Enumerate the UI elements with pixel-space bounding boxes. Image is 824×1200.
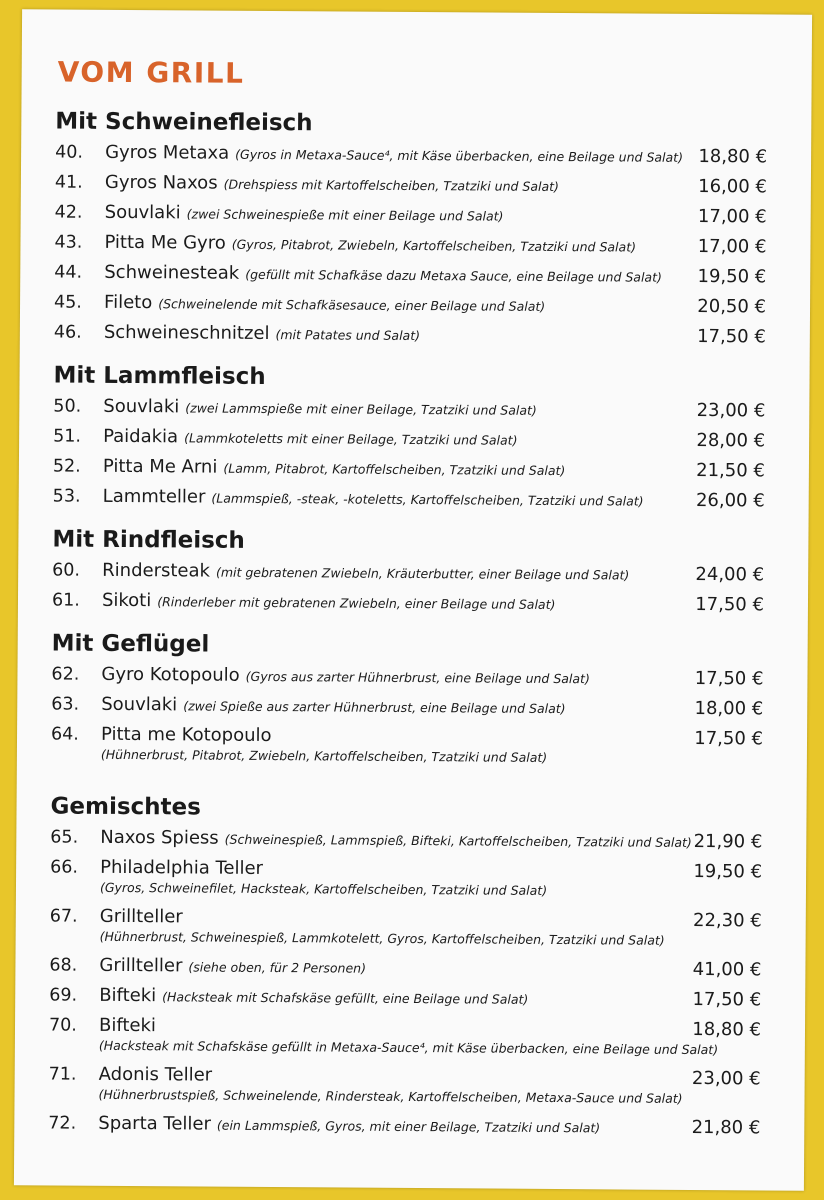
item-name: Schweineschnitzel bbox=[103, 321, 270, 344]
item-description: (siehe oben, für 2 Personen) bbox=[188, 959, 367, 976]
item-price: 19,50 € bbox=[693, 860, 763, 883]
item-price: 17,50 € bbox=[695, 593, 765, 616]
item-description: (ein Lammspieß, Gyros, mit einer Beilage, Tzatziki und Salat) bbox=[216, 1117, 601, 1136]
item-number: 42. bbox=[54, 202, 83, 223]
item-name: Souvlaki bbox=[104, 201, 181, 224]
item-price: 26,00 € bbox=[695, 489, 765, 512]
item-price: 21,50 € bbox=[696, 459, 765, 482]
item-price: 18,80 € bbox=[692, 1018, 762, 1041]
item-name: Grillteller bbox=[99, 954, 183, 977]
menu-item bbox=[53, 317, 766, 352]
menu-item bbox=[50, 852, 763, 906]
menu-item bbox=[48, 1108, 761, 1143]
menu-item bbox=[49, 950, 762, 985]
item-number: 68. bbox=[49, 955, 78, 976]
menu-item bbox=[54, 167, 767, 202]
item-number: 46. bbox=[53, 322, 82, 343]
section-lammfleisch bbox=[52, 359, 766, 516]
item-number: 51. bbox=[53, 426, 82, 447]
section-title: Mit Schweinefleisch bbox=[55, 108, 313, 137]
menu-item bbox=[53, 287, 767, 322]
menu-item bbox=[54, 227, 767, 262]
item-description: (zwei Spieße aus zarter Hühnerbrust, eine Beilage und Salat) bbox=[183, 698, 566, 717]
item-number: 40. bbox=[55, 142, 84, 163]
item-description: (Gyros aus zarter Hühnerbrust, eine Beilage und Salat) bbox=[245, 668, 590, 687]
item-name: Sparta Teller bbox=[98, 1112, 212, 1135]
item-name: Paidakia bbox=[103, 425, 179, 448]
menu-item bbox=[48, 1010, 762, 1064]
menu-item bbox=[52, 451, 765, 486]
item-number: 52. bbox=[52, 456, 81, 477]
item-description: (Drehspiess mit Kartoffelscheiben, Tzatziki und Salat) bbox=[223, 176, 560, 195]
item-price: 17,50 € bbox=[694, 727, 764, 750]
item-number: 50. bbox=[53, 396, 82, 417]
item-description: (Schweinelende mit Schafkäsesauce, einer Beilage und Salat) bbox=[158, 296, 546, 314]
item-price: 17,50 € bbox=[697, 325, 766, 348]
item-price: 18,80 € bbox=[698, 145, 768, 168]
item-description: (Schweinespieß, Lammspieß, Bifteki, Kartoffelscheiben, Tzatziki und Salat) bbox=[224, 831, 692, 850]
item-description: (zwei Schweinespieße mit einer Beilage und Salat) bbox=[186, 206, 504, 224]
menu-item bbox=[55, 137, 768, 172]
item-name: Sikoti bbox=[101, 589, 152, 612]
item-price: 20,50 € bbox=[697, 295, 767, 318]
item-name: Philadelphia Teller bbox=[100, 856, 264, 879]
item-name: Bifteki bbox=[99, 984, 157, 1007]
menu-content bbox=[48, 105, 768, 1143]
item-price: 16,00 € bbox=[698, 175, 767, 198]
item-description: (Rinderleber mit gebratenen Zwiebeln, einer Beilage und Salat) bbox=[157, 594, 556, 612]
item-price: 22,30 € bbox=[692, 909, 762, 932]
section-title: Mit Lammfleisch bbox=[53, 362, 266, 390]
menu-item bbox=[54, 257, 767, 292]
item-number: 44. bbox=[54, 262, 83, 283]
item-number: 41. bbox=[54, 172, 83, 193]
item-description: (Lamm, Pitabrot, Kartoffelscheiben, Tzatziki und Salat) bbox=[223, 460, 566, 479]
item-description: (gefüllt mit Schafkäse dazu Metaxa Sauce, eine Beilage und Salat) bbox=[245, 266, 662, 285]
item-description: (mit Patates und Salat) bbox=[275, 327, 421, 344]
item-price: 17,50 € bbox=[694, 667, 764, 690]
item-price: 17,50 € bbox=[692, 988, 762, 1011]
item-name: Pitta Me Arni bbox=[102, 455, 218, 478]
item-name: Adonis Teller bbox=[98, 1063, 213, 1086]
item-price: 19,50 € bbox=[697, 265, 767, 288]
item-description: (Gyros, Schweinefilet, Hacksteak, Kartoffelscheiben, Tzatziki und Salat) bbox=[99, 879, 548, 898]
item-number: 63. bbox=[51, 694, 80, 715]
item-name: Pitta Me Gyro bbox=[104, 231, 226, 254]
menu-page bbox=[14, 9, 812, 1190]
menu-item bbox=[49, 901, 762, 955]
item-description: (zwei Lammspieße mit einer Beilage, Tzatziki und Salat) bbox=[185, 400, 537, 418]
item-price: 18,00 € bbox=[694, 697, 764, 720]
section-gemischtes bbox=[48, 790, 763, 1143]
item-description: (Gyros in Metaxa-Sauce⁴, mit Käse überbacken, eine Beilage und Salat) bbox=[235, 146, 684, 165]
item-name: Souvlaki bbox=[101, 693, 178, 716]
menu-item bbox=[51, 585, 765, 620]
item-description: (Hühnerbrust, Pitabrot, Zwiebeln, Kartoffelscheiben, Tzatziki und Salat) bbox=[100, 746, 548, 765]
menu-item bbox=[53, 391, 766, 426]
menu-item bbox=[53, 421, 766, 456]
item-name: Rindersteak bbox=[102, 559, 211, 582]
item-name: Gyros Naxos bbox=[104, 171, 218, 194]
item-number: 72. bbox=[48, 1113, 77, 1134]
item-description: (Lammspieß, -steak, -koteletts, Kartoffelscheiben, Tzatziki und Salat) bbox=[211, 490, 644, 509]
menu-item bbox=[51, 689, 764, 724]
item-price: 21,80 € bbox=[691, 1116, 761, 1139]
menu-item bbox=[50, 822, 763, 857]
item-number: 71. bbox=[48, 1064, 77, 1085]
item-number: 65. bbox=[50, 827, 79, 848]
item-description: (Lammkoteletts mit einer Beilage, Tzatziki und Salat) bbox=[184, 430, 518, 448]
item-number: 53. bbox=[52, 486, 81, 507]
item-price: 21,90 € bbox=[693, 830, 763, 853]
item-description: (Hühnerbrustspieß, Schweinelende, Rindersteak, Kartoffelscheiben, Metaxa-Sauce und Salat) bbox=[98, 1086, 683, 1106]
menu-item bbox=[50, 719, 764, 773]
item-price: 23,00 € bbox=[696, 399, 766, 422]
item-description: (Gyros, Pitabrot, Zwiebeln, Kartoffelscheiben, Tzatziki und Salat) bbox=[231, 236, 637, 255]
item-description: (Hacksteak mit Schafskäse gefüllt, eine Beilage und Salat) bbox=[162, 989, 529, 1007]
item-price: 28,00 € bbox=[696, 429, 766, 452]
item-name: Gyro Kotopoulo bbox=[101, 663, 240, 686]
menu-title: VOM GRILL bbox=[57, 55, 245, 90]
section-gefluegel bbox=[50, 627, 764, 773]
item-number: 67. bbox=[49, 906, 78, 927]
item-name: Souvlaki bbox=[103, 395, 180, 418]
item-name: Gyros Metaxa bbox=[105, 141, 230, 164]
item-name: Bifteki bbox=[98, 1014, 157, 1037]
item-description: (mit gebratenen Zwiebeln, Kräuterbutter, einer Beilage und Salat) bbox=[215, 564, 630, 583]
item-description: (Hühnerbrust, Schweinespieß, Lammkotelett, Gyros, Kartoffelscheiben, Tzatziki und Salat) bbox=[99, 928, 665, 948]
item-number: 43. bbox=[54, 232, 83, 253]
section-rindfleisch bbox=[51, 523, 765, 620]
item-number: 64. bbox=[50, 724, 79, 745]
item-name: Grillteller bbox=[99, 905, 183, 928]
item-number: 61. bbox=[51, 590, 80, 611]
item-price: 24,00 € bbox=[695, 563, 765, 586]
item-price: 41,00 € bbox=[692, 958, 762, 981]
section-title: Gemischtes bbox=[50, 793, 201, 821]
item-name: Fileto bbox=[103, 291, 153, 314]
section-schweinefleisch bbox=[53, 105, 768, 352]
item-number: 62. bbox=[51, 664, 80, 685]
item-number: 45. bbox=[53, 292, 82, 313]
item-name: Pitta me Kotopoulo bbox=[100, 723, 272, 747]
item-number: 69. bbox=[49, 985, 78, 1006]
menu-item bbox=[48, 1059, 761, 1113]
item-number: 70. bbox=[48, 1015, 77, 1036]
menu-item bbox=[49, 980, 762, 1015]
menu-item bbox=[52, 481, 765, 516]
menu-item bbox=[52, 555, 765, 590]
item-price: 17,00 € bbox=[697, 235, 767, 258]
item-price: 23,00 € bbox=[691, 1067, 761, 1090]
section-title: Mit Geflügel bbox=[51, 630, 210, 658]
item-description: (Hacksteak mit Schafskäse gefüllt in Metaxa-Sauce⁴, mit Käse überbacken, eine Beilage und Salat) bbox=[98, 1037, 719, 1058]
item-name: Lammteller bbox=[102, 485, 206, 508]
menu-item bbox=[54, 197, 767, 232]
item-number: 66. bbox=[50, 857, 79, 878]
item-name: Schweinesteak bbox=[104, 261, 240, 284]
item-price: 17,00 € bbox=[697, 205, 767, 228]
item-name: Naxos Spiess bbox=[100, 826, 219, 849]
item-number: 60. bbox=[52, 560, 81, 581]
section-title: Mit Rindfleisch bbox=[52, 526, 245, 554]
menu-item bbox=[51, 659, 764, 694]
